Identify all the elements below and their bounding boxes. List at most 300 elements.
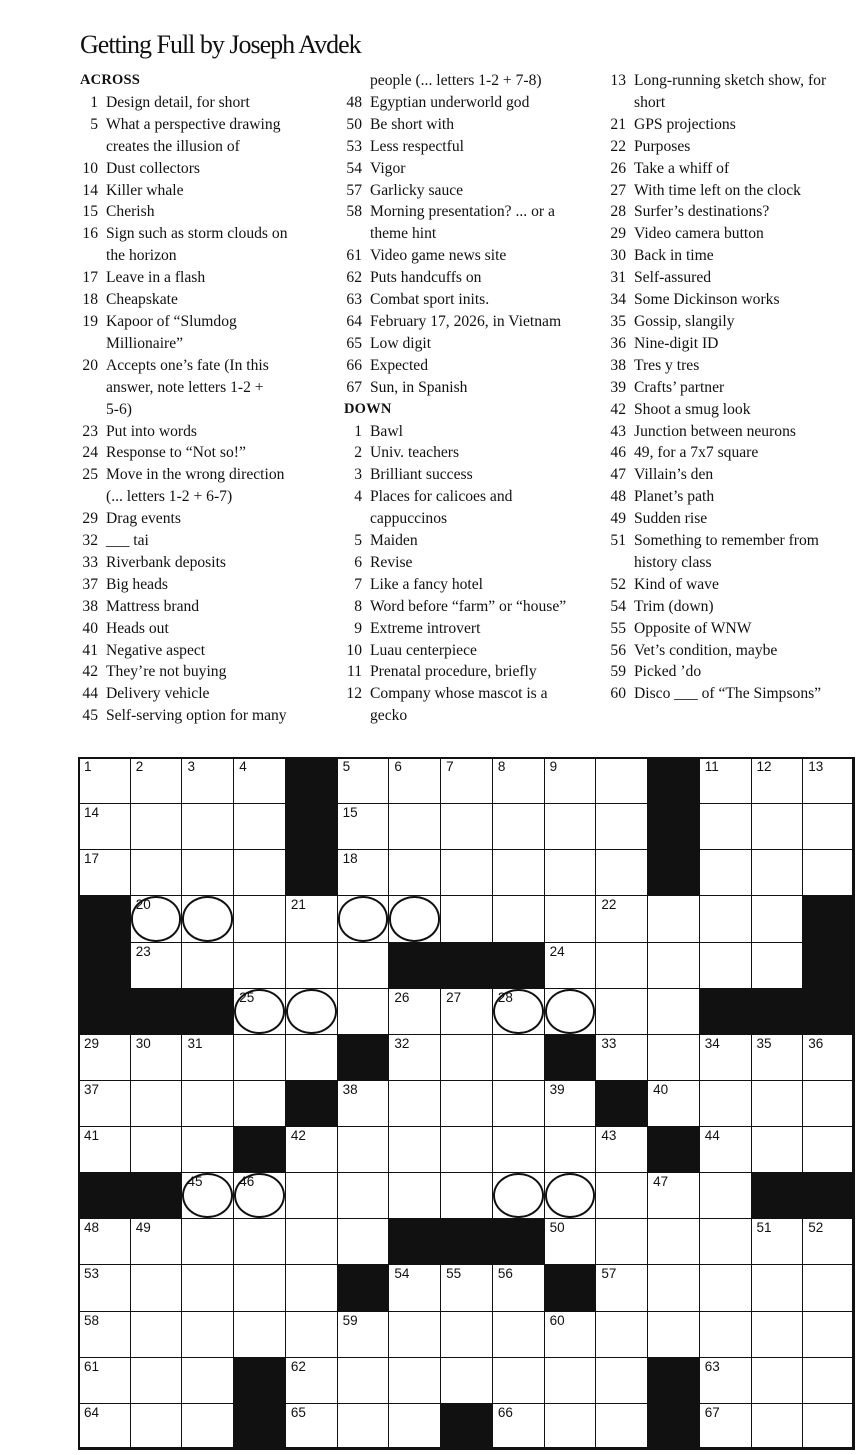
grid-cell[interactable] xyxy=(233,803,286,850)
clue-text: Be short with xyxy=(370,115,455,133)
cell-number: 46 xyxy=(239,1174,255,1190)
grid-cell[interactable] xyxy=(751,1126,804,1173)
grid-cell[interactable] xyxy=(285,988,338,1035)
clue-text: Sudden rise xyxy=(634,510,708,528)
grid-cell[interactable] xyxy=(181,757,234,804)
clue-item xyxy=(80,136,330,158)
grid-cell[interactable] xyxy=(130,1311,183,1358)
clue-item xyxy=(608,552,858,574)
cell-number: 52 xyxy=(808,1220,824,1236)
grid-cell[interactable] xyxy=(233,757,286,804)
grid-cell[interactable] xyxy=(802,849,855,896)
grid-cell[interactable] xyxy=(751,849,804,896)
grid-cell[interactable] xyxy=(492,1080,545,1127)
clue-item xyxy=(344,530,596,552)
clue-number: 38 xyxy=(82,597,98,615)
grid-cell[interactable] xyxy=(492,1264,545,1311)
grid-block xyxy=(78,942,131,989)
clue-text: people (... letters 1-2 + 7-8) xyxy=(370,72,542,89)
grid-cell[interactable] xyxy=(337,895,390,942)
grid-cell[interactable] xyxy=(595,1311,648,1358)
circle-marker xyxy=(545,989,596,1034)
grid-cell[interactable] xyxy=(285,1357,338,1404)
grid-cell[interactable] xyxy=(647,1172,700,1219)
grid-cell[interactable] xyxy=(802,1357,855,1404)
clue-number: 31 xyxy=(610,269,626,287)
clue-text: Kind of wave xyxy=(634,575,719,593)
grid-cell[interactable] xyxy=(440,849,493,896)
grid-block xyxy=(130,988,183,1035)
clue-item xyxy=(344,596,596,618)
clue-item xyxy=(344,705,596,727)
grid-cell[interactable] xyxy=(544,1218,597,1265)
grid-cell[interactable] xyxy=(492,1126,545,1173)
grid-cell[interactable] xyxy=(388,757,441,804)
grid-cell[interactable] xyxy=(751,757,804,804)
grid-cell[interactable] xyxy=(699,1080,752,1127)
grid-cell[interactable] xyxy=(130,1264,183,1311)
grid-cell[interactable] xyxy=(337,849,390,896)
grid-cell[interactable] xyxy=(647,1264,700,1311)
circle-marker xyxy=(286,989,337,1034)
grid-cell[interactable] xyxy=(440,1172,493,1219)
cell-number: 32 xyxy=(394,1035,410,1051)
grid-cell[interactable] xyxy=(78,803,131,850)
grid-cell[interactable] xyxy=(751,1311,804,1358)
grid-cell[interactable] xyxy=(78,757,131,804)
grid-cell[interactable] xyxy=(233,1264,286,1311)
grid-cell[interactable] xyxy=(647,1311,700,1358)
grid-cell[interactable] xyxy=(78,1311,131,1358)
grid-cell[interactable] xyxy=(388,849,441,896)
clue-text: history class xyxy=(634,553,712,571)
grid-cell[interactable] xyxy=(647,1034,700,1081)
clue-item xyxy=(344,442,596,464)
grid-cell[interactable] xyxy=(544,988,597,1035)
grid-cell[interactable] xyxy=(181,1172,234,1219)
clue-item xyxy=(344,311,596,333)
grid-cell[interactable] xyxy=(647,895,700,942)
grid-cell[interactable] xyxy=(751,1403,804,1450)
clue-item xyxy=(608,683,858,705)
grid-block xyxy=(337,1264,390,1311)
grid-cell[interactable] xyxy=(751,942,804,989)
clue-number: 60 xyxy=(610,685,626,703)
circle-marker xyxy=(493,1173,544,1218)
grid-cell[interactable] xyxy=(388,1080,441,1127)
grid-cell[interactable] xyxy=(181,895,234,942)
grid-cell[interactable] xyxy=(233,988,286,1035)
grid-cell[interactable] xyxy=(181,1034,234,1081)
grid-cell[interactable] xyxy=(233,1080,286,1127)
grid-cell[interactable] xyxy=(130,942,183,989)
grid-cell[interactable] xyxy=(544,1126,597,1173)
clue-number: 58 xyxy=(346,203,362,221)
clue-text: creates the illusion of xyxy=(106,137,240,155)
grid-cell[interactable] xyxy=(285,1264,338,1311)
grid-block xyxy=(647,803,700,850)
clue-text: Long-running sketch show, for xyxy=(634,72,827,89)
grid-cell[interactable] xyxy=(751,1264,804,1311)
grid-cell[interactable] xyxy=(699,1357,752,1404)
grid-cell[interactable] xyxy=(595,1264,648,1311)
grid-cell[interactable] xyxy=(440,1264,493,1311)
clue-item xyxy=(344,486,596,508)
grid-cell[interactable] xyxy=(492,1403,545,1450)
clue-number: 10 xyxy=(82,159,98,177)
cell-number: 31 xyxy=(187,1035,203,1051)
grid-cell[interactable] xyxy=(130,895,183,942)
grid-cell[interactable] xyxy=(130,1357,183,1404)
clue-number: 47 xyxy=(610,466,626,484)
clue-number: 64 xyxy=(346,312,362,330)
clue-text: Put into words xyxy=(106,422,197,440)
clue-text: Bawl xyxy=(370,422,403,440)
clue-text: Brilliant success xyxy=(370,466,473,484)
grid-cell[interactable] xyxy=(337,1172,390,1219)
grid-cell[interactable] xyxy=(130,1218,183,1265)
clue-text: cappuccinos xyxy=(370,510,448,528)
grid-cell[interactable] xyxy=(388,1311,441,1358)
grid-cell[interactable] xyxy=(130,1080,183,1127)
grid-cell[interactable] xyxy=(595,849,648,896)
clue-item xyxy=(344,421,596,443)
grid-cell[interactable] xyxy=(78,1357,131,1404)
grid-cell[interactable] xyxy=(388,1264,441,1311)
grid-cell[interactable] xyxy=(181,942,234,989)
clue-number: 45 xyxy=(82,707,98,725)
grid-cell[interactable] xyxy=(440,895,493,942)
clue-text: Mattress brand xyxy=(106,597,200,615)
clue-text: Self-serving option for many xyxy=(106,707,287,725)
grid-cell[interactable] xyxy=(699,757,752,804)
grid-cell[interactable] xyxy=(802,1080,855,1127)
grid-cell[interactable] xyxy=(544,942,597,989)
grid-cell[interactable] xyxy=(492,988,545,1035)
grid-cell[interactable] xyxy=(699,803,752,850)
cell-number: 4 xyxy=(239,759,247,774)
grid-cell[interactable] xyxy=(285,895,338,942)
clue-item xyxy=(608,180,858,202)
grid-cell[interactable] xyxy=(130,757,183,804)
grid-cell[interactable] xyxy=(285,1218,338,1265)
grid-cell[interactable] xyxy=(388,1034,441,1081)
clue-number: 63 xyxy=(346,291,362,309)
grid-cell[interactable] xyxy=(699,849,752,896)
grid-cell[interactable] xyxy=(802,1034,855,1081)
clue-number: 28 xyxy=(610,203,626,221)
clue-section-header: ACROSS xyxy=(80,72,141,88)
cell-number: 43 xyxy=(601,1128,617,1144)
grid-cell[interactable] xyxy=(492,1357,545,1404)
grid-cell[interactable] xyxy=(285,1034,338,1081)
clue-text: Gossip, slangily xyxy=(634,312,735,330)
grid-cell[interactable] xyxy=(285,1403,338,1450)
cell-number: 14 xyxy=(84,805,100,821)
grid-cell[interactable] xyxy=(492,803,545,850)
grid-block xyxy=(647,1357,700,1404)
grid-cell[interactable] xyxy=(388,803,441,850)
grid-cell[interactable] xyxy=(337,757,390,804)
grid-cell[interactable] xyxy=(181,1311,234,1358)
grid-cell[interactable] xyxy=(130,803,183,850)
grid-cell[interactable] xyxy=(544,1080,597,1127)
grid-cell[interactable] xyxy=(181,849,234,896)
grid-cell[interactable] xyxy=(233,1311,286,1358)
grid-cell[interactable] xyxy=(78,1034,131,1081)
grid-cell[interactable] xyxy=(699,1218,752,1265)
grid-cell[interactable] xyxy=(181,1080,234,1127)
grid-cell[interactable] xyxy=(130,1403,183,1450)
grid-cell[interactable] xyxy=(285,1126,338,1173)
clue-number: 44 xyxy=(82,685,98,703)
clue-number: 51 xyxy=(610,532,626,550)
grid-block xyxy=(233,1403,286,1450)
grid-cell[interactable] xyxy=(388,1357,441,1404)
grid-cell[interactable] xyxy=(78,1080,131,1127)
grid-cell[interactable] xyxy=(440,1311,493,1358)
grid-cell[interactable] xyxy=(699,895,752,942)
clue-item xyxy=(608,618,858,640)
grid-block xyxy=(285,803,338,850)
grid-cell[interactable] xyxy=(699,1126,752,1173)
grid-cell[interactable] xyxy=(440,757,493,804)
grid-cell[interactable] xyxy=(492,1311,545,1358)
grid-cell[interactable] xyxy=(337,1218,390,1265)
grid-cell[interactable] xyxy=(647,942,700,989)
cell-number: 55 xyxy=(446,1266,462,1282)
cell-number: 49 xyxy=(135,1220,151,1236)
grid-cell[interactable] xyxy=(181,803,234,850)
grid-cell[interactable] xyxy=(130,1126,183,1173)
grid-cell[interactable] xyxy=(647,1080,700,1127)
grid-cell[interactable] xyxy=(337,1080,390,1127)
clue-text: Leave in a flash xyxy=(106,269,206,287)
clue-item xyxy=(344,333,596,355)
grid-cell[interactable] xyxy=(440,1357,493,1404)
grid-cell[interactable] xyxy=(78,1218,131,1265)
grid-cell[interactable] xyxy=(802,1311,855,1358)
clue-item xyxy=(608,574,858,596)
grid-cell[interactable] xyxy=(130,1034,183,1081)
cell-number: 51 xyxy=(756,1220,772,1236)
cell-number: 67 xyxy=(704,1404,720,1420)
grid-cell[interactable] xyxy=(337,803,390,850)
clue-number: 50 xyxy=(346,115,362,133)
clue-text: Negative aspect xyxy=(106,641,206,659)
grid-cell[interactable] xyxy=(337,1357,390,1404)
grid-cell[interactable] xyxy=(595,803,648,850)
clue-text: Company whose mascot is a xyxy=(370,685,548,703)
grid-cell[interactable] xyxy=(337,1403,390,1450)
grid-cell[interactable] xyxy=(699,1403,752,1450)
clue-number: 48 xyxy=(346,93,362,111)
grid-cell[interactable] xyxy=(492,757,545,804)
grid-cell[interactable] xyxy=(285,942,338,989)
clue-number: 4 xyxy=(354,488,362,506)
grid-cell[interactable] xyxy=(544,1311,597,1358)
grid-cell[interactable] xyxy=(337,1126,390,1173)
grid-cell[interactable] xyxy=(802,757,855,804)
clue-item xyxy=(80,201,330,223)
clue-text: Riverbank deposits xyxy=(106,553,226,571)
grid-cell[interactable] xyxy=(233,1218,286,1265)
grid-cell[interactable] xyxy=(595,1218,648,1265)
grid-cell[interactable] xyxy=(751,803,804,850)
grid-cell[interactable] xyxy=(595,942,648,989)
grid-cell[interactable] xyxy=(440,1080,493,1127)
grid-cell[interactable] xyxy=(78,1264,131,1311)
grid-cell[interactable] xyxy=(647,1218,700,1265)
clue-number: 13 xyxy=(610,72,626,89)
grid-cell[interactable] xyxy=(802,1218,855,1265)
grid-cell[interactable] xyxy=(751,1034,804,1081)
grid-cell[interactable] xyxy=(492,1034,545,1081)
grid-cell[interactable] xyxy=(544,803,597,850)
clue-column-3 xyxy=(608,70,858,705)
grid-cell[interactable] xyxy=(595,1126,648,1173)
grid-block xyxy=(78,895,131,942)
grid-cell[interactable] xyxy=(337,988,390,1035)
grid-cell[interactable] xyxy=(337,1311,390,1358)
grid-cell[interactable] xyxy=(181,1403,234,1450)
clue-number: 17 xyxy=(82,269,98,287)
clue-number: 54 xyxy=(346,159,362,177)
grid-cell[interactable] xyxy=(544,757,597,804)
grid-cell[interactable] xyxy=(544,895,597,942)
grid-block xyxy=(492,1218,545,1265)
grid-cell[interactable] xyxy=(492,1172,545,1219)
cell-number: 22 xyxy=(601,897,617,913)
grid-cell[interactable] xyxy=(699,1172,752,1219)
grid-cell[interactable] xyxy=(388,1126,441,1173)
cell-number: 62 xyxy=(290,1358,306,1374)
grid-cell[interactable] xyxy=(181,1357,234,1404)
grid-cell[interactable] xyxy=(802,1264,855,1311)
grid-cell[interactable] xyxy=(181,1218,234,1265)
cell-number: 23 xyxy=(135,943,151,959)
grid-cell[interactable] xyxy=(337,942,390,989)
grid-cell[interactable] xyxy=(388,988,441,1035)
grid-cell[interactable] xyxy=(544,1357,597,1404)
clue-item xyxy=(80,552,330,574)
clue-text: Picked ’do xyxy=(634,663,702,681)
clue-text: Something to remember from xyxy=(634,532,819,550)
grid-cell[interactable] xyxy=(440,1126,493,1173)
grid-cell[interactable] xyxy=(595,895,648,942)
grid-cell[interactable] xyxy=(388,1172,441,1219)
grid-cell[interactable] xyxy=(751,895,804,942)
clue-text: Nine-digit ID xyxy=(634,334,719,352)
grid-cell[interactable] xyxy=(699,1264,752,1311)
grid-cell[interactable] xyxy=(233,1034,286,1081)
clue-item xyxy=(344,136,596,158)
clue-number: 7 xyxy=(354,575,362,593)
clue-item xyxy=(344,661,596,683)
clue-number: 12 xyxy=(346,685,362,703)
clue-item xyxy=(80,355,330,377)
cell-number: 15 xyxy=(342,805,358,821)
clue-number: 62 xyxy=(346,269,362,287)
clue-item xyxy=(344,574,596,596)
clue-text: Opposite of WNW xyxy=(634,619,752,637)
grid-cell[interactable] xyxy=(699,942,752,989)
cell-number: 17 xyxy=(84,851,100,867)
cell-number: 50 xyxy=(549,1220,565,1236)
grid-cell[interactable] xyxy=(233,895,286,942)
cell-number: 35 xyxy=(756,1035,772,1051)
grid-cell[interactable] xyxy=(595,1357,648,1404)
grid-cell[interactable] xyxy=(233,942,286,989)
grid-cell[interactable] xyxy=(595,988,648,1035)
grid-cell[interactable] xyxy=(595,1403,648,1450)
clue-item xyxy=(80,530,330,552)
grid-cell[interactable] xyxy=(595,757,648,804)
grid-cell[interactable] xyxy=(751,1080,804,1127)
clue-number: 54 xyxy=(610,597,626,615)
grid-cell[interactable] xyxy=(233,849,286,896)
grid-cell[interactable] xyxy=(492,895,545,942)
clue-text: Accepts one’s fate (In this xyxy=(106,356,269,374)
grid-cell[interactable] xyxy=(285,1172,338,1219)
clue-item xyxy=(344,245,596,267)
grid-block xyxy=(285,757,338,804)
grid-cell[interactable] xyxy=(544,849,597,896)
grid-cell[interactable] xyxy=(130,849,183,896)
grid-cell[interactable] xyxy=(699,1311,752,1358)
grid-cell[interactable] xyxy=(388,1403,441,1450)
grid-cell[interactable] xyxy=(751,1218,804,1265)
clue-number: 27 xyxy=(610,181,626,199)
grid-cell[interactable] xyxy=(233,1172,286,1219)
grid-cell[interactable] xyxy=(802,1403,855,1450)
grid-cell[interactable] xyxy=(78,1126,131,1173)
grid-cell[interactable] xyxy=(78,1403,131,1450)
grid-cell[interactable] xyxy=(78,849,131,896)
clue-text: Garlicky sauce xyxy=(370,181,464,199)
cell-number: 7 xyxy=(446,759,454,774)
grid-block xyxy=(802,988,855,1035)
clue-text: ___ tai xyxy=(106,532,149,550)
grid-block xyxy=(647,849,700,896)
grid-cell[interactable] xyxy=(647,988,700,1035)
clue-text: Trim (down) xyxy=(634,597,714,615)
grid-cell[interactable] xyxy=(595,1034,648,1081)
grid-cell[interactable] xyxy=(440,988,493,1035)
grid-cell[interactable] xyxy=(699,1034,752,1081)
cell-number: 13 xyxy=(808,759,824,774)
grid-cell[interactable] xyxy=(285,1311,338,1358)
grid-cell[interactable] xyxy=(440,1034,493,1081)
grid-cell[interactable] xyxy=(440,803,493,850)
grid-cell[interactable] xyxy=(802,803,855,850)
grid-cell[interactable] xyxy=(388,895,441,942)
clue-item xyxy=(80,661,330,683)
grid-cell[interactable] xyxy=(544,1172,597,1219)
grid-cell[interactable] xyxy=(492,849,545,896)
cell-number: 8 xyxy=(497,759,506,774)
grid-cell[interactable] xyxy=(181,1264,234,1311)
clue-item xyxy=(344,267,596,289)
clue-number: 9 xyxy=(354,619,362,637)
grid-cell[interactable] xyxy=(802,1126,855,1173)
clue-item xyxy=(80,596,330,618)
grid-cell[interactable] xyxy=(595,1172,648,1219)
clue-item xyxy=(608,136,858,158)
grid-cell[interactable] xyxy=(751,1357,804,1404)
grid-cell[interactable] xyxy=(181,1126,234,1173)
grid-cell[interactable] xyxy=(544,1403,597,1450)
